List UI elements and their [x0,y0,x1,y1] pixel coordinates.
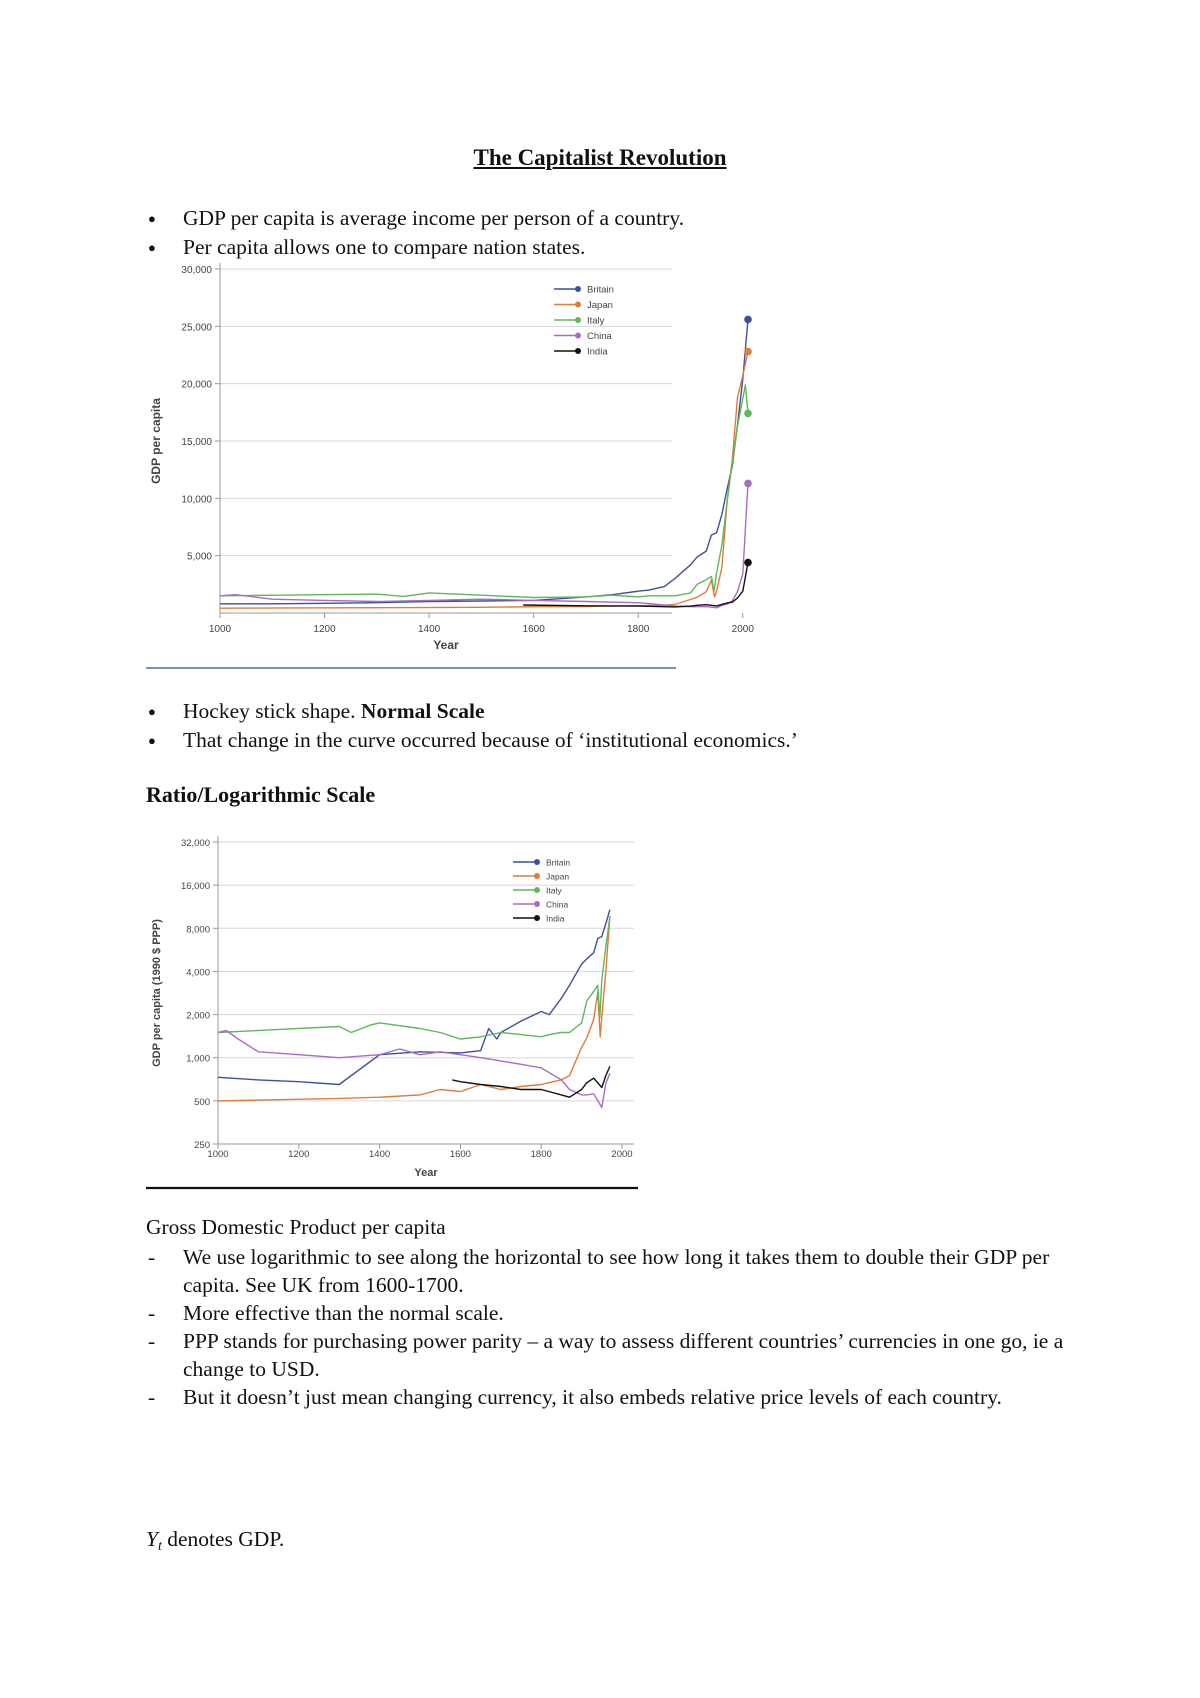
y-tick-label: 8,000 [186,924,210,936]
list-item-emphasis: Normal Scale [360,699,485,723]
y-tick-label: 5,000 [186,551,212,563]
series-end-point-italy [744,410,752,418]
series-line-italy [220,385,748,598]
section-heading: Ratio/Logarithmic Scale [146,782,376,807]
chart-svg [146,832,638,1190]
log-gdp-chart [146,832,638,1195]
formula-line [146,1527,284,1555]
list-item: - More effective than the normal scale. [146,1299,1066,1327]
gdp-heading: Gross Domestic Product per capita [146,1215,446,1239]
x-tick-label: 1800 [627,624,650,635]
y-tick-label: 32,000 [180,838,210,849]
x-tick-label: 1000 [207,1149,229,1160]
legend-marker [575,333,581,339]
legend-label: Japan [546,871,570,882]
series-line-japan [220,352,748,609]
series-end-point-india [744,559,752,567]
legend-marker [575,286,581,292]
formula-symbol: Y [146,1527,158,1551]
y-tick-label: 20,000 [181,379,212,391]
legend-marker [575,317,581,323]
y-tick-label: 2,000 [186,1010,210,1022]
series-line-britain [218,910,610,1085]
series-end-point-britain [744,316,752,324]
legend-label: Italy [546,885,562,896]
list-item: ● GDP per capita is average income per person of a country. [146,204,684,233]
x-tick-label: 1000 [208,624,232,635]
legend-marker [534,873,540,879]
legend-marker [575,348,581,354]
x-axis-title: Year [433,638,459,652]
x-tick-label: 1200 [313,624,336,635]
linear-gdp-chart [146,262,754,675]
legend-label: China [546,899,569,910]
x-tick-label: 1400 [369,1149,391,1160]
legend-label: Britain [587,284,614,296]
y-tick-label: 30,000 [181,265,212,276]
series-end-point-china [744,480,752,488]
y-axis-title: GDP per capita [149,398,163,484]
list-item: - But it doesn’t just mean changing currency, it also embeds relative price levels of each country. [146,1383,1066,1411]
y-tick-label: 25,000 [181,322,212,334]
y-axis-title: GDP per capita (1990 $ PPP) [151,919,163,1067]
list-item: ● Per capita allows one to compare nation states. [146,233,684,262]
y-tick-label: 1,000 [186,1053,210,1065]
series-line-india [452,1066,610,1097]
legend-label: India [587,346,608,358]
legend-label: India [546,913,565,924]
series-line-britain [220,320,748,604]
list-item-text: Hockey stick shape. [183,699,361,723]
y-tick-label: 500 [194,1096,210,1108]
y-tick-label: 250 [194,1140,210,1151]
list-item [146,697,798,726]
y-tick-label: 10,000 [181,494,212,506]
y-tick-label: 15,000 [181,437,212,448]
formula-subscript: t [157,1539,162,1554]
series-line-italy [218,913,610,1039]
x-tick-label: 2000 [611,1149,633,1160]
x-tick-label: 1600 [449,1149,471,1160]
intro-bullet-list [146,204,684,262]
x-axis-title: Year [414,1167,438,1179]
legend-marker [534,887,540,893]
x-tick-label: 2000 [731,624,754,635]
x-tick-label: 1600 [522,624,545,635]
legend-marker [575,302,581,308]
series-end-point-japan [744,348,752,356]
y-tick-label: 4,000 [186,967,210,979]
list-item: - We use logarithmic to see along the horizontal to see how long it takes them to double their GDP per capita. See UK from 1600-1700. [146,1243,1066,1299]
x-tick-label: 1200 [288,1149,310,1160]
chart-svg [146,262,754,670]
legend-marker [534,859,540,865]
x-tick-label: 1400 [417,624,441,635]
x-tick-label: 1800 [530,1149,552,1160]
formula-text: denotes GDP. [161,1527,285,1551]
legend-label: Italy [587,315,605,327]
legend-marker [534,901,540,907]
legend-label: China [587,331,612,342]
list-item: ● That change in the curve occurred because of ‘institutional economics.’ [146,726,798,755]
legend-label: Britain [546,857,571,868]
dash-list [146,1243,1066,1411]
series-line-china [220,483,748,607]
list-item: - PPP stands for purchasing power parity – a way to assess different countries’ currencies in one go, ie a change to USD. [146,1327,1066,1383]
legend-label: Japan [587,300,613,311]
y-tick-label: 16,000 [180,881,210,893]
legend-marker [534,915,540,921]
observation-bullet-list [146,697,798,755]
page-title: The Capitalist Revolution [473,145,727,170]
